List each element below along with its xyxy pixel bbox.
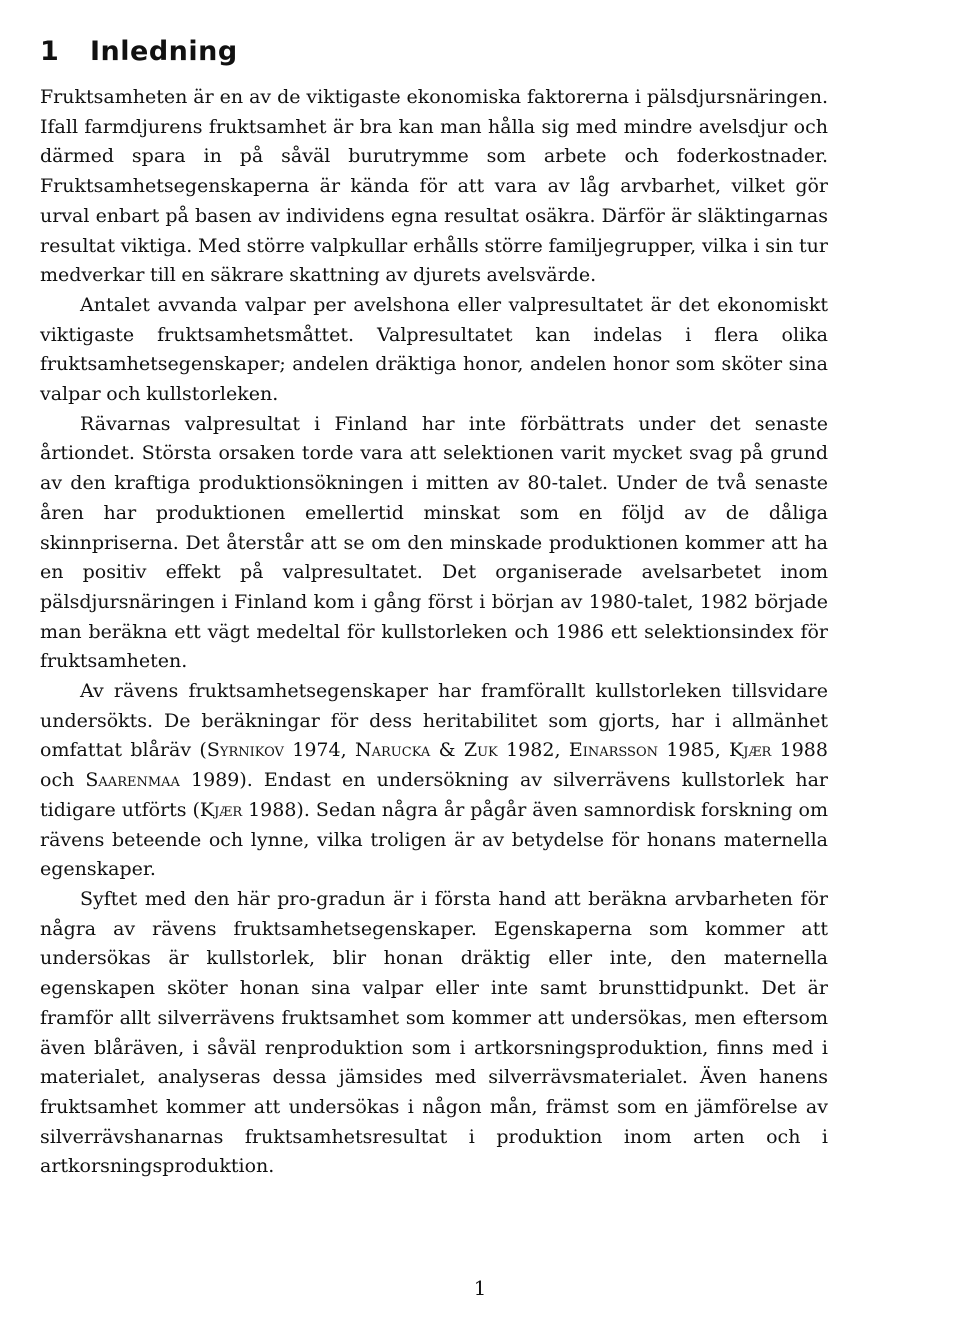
- section-title: Inledning: [90, 36, 238, 67]
- author-name: Saarenmaa: [85, 769, 180, 792]
- section-number: 1: [40, 36, 60, 67]
- paragraph-text: Fruktsamheten är en av de viktigaste ekonomiska faktorerna i pälsdjursnäringen. Ifall farmdjurens fruktsamhet är bra kan man hålla sig med mindre avelsdjur och därmed spara in på såväl burutrymme som arbete och foderkostnader. Fruktsamhetsegenskaperna är kända för att vara av låg arvbarhet, vilket gör urval enbart på basen av individens egna resultat osäkra. Därför är släktingarnas resultat viktiga. Med större valpkullar erhålls större familjegrupper, vilka i sin tur medverkar till en säkrare skattning av djurets avelsvärde.: [40, 86, 828, 287]
- paragraph-text: Rävarnas valpresultat i Finland har inte förbättrats under det senaste årtiondet. Största orsaken torde vara att selektionen varit mycket svag på grund av den kraftiga produktionsökningen i mitten av 80-talet. Under de två senaste åren har produktionen emellertid minskat som en följd av de dåliga skinnpriserna. Det återstår att se om den minskade produktionen kommer att ha en positiv effekt på valpresultatet. Det organiserade avelsarbetet inom pälsdjursnäringen i Finland kom i gång först i början av 1980-talet, 1982 började man beräkna ett vägt medeltal för kullstorleken och 1986 ett selektionsindex för fruktsamheten.: [40, 412, 828, 673]
- paragraph-text: 1982,: [497, 739, 569, 762]
- author-name: Narucka: [355, 739, 431, 762]
- page-number: 1: [473, 1276, 487, 1300]
- paragraph: [40, 410, 828, 677]
- paragraph-text: 1989). Endast en undersökning av silverrävens kullstorlek har tidigare utförts (: [40, 769, 828, 821]
- author-name: Syrnikov: [206, 739, 284, 762]
- author-name: Zuk: [463, 739, 498, 762]
- paragraph-text: Syftet med den här pro-gradun är i första hand att beräkna arvbarheten för några av rävens fruktsamhetsegenskaper. Egenskaperna som kommer att undersökas är kullstorlek, blir honan dräktig eller inte, den maternella egenskapen sköter honan sina valpar eller inte samt brunsttidpunkt. Det är framför allt silverrävens fruktsamhet som kommer att undersökas, men eftersom även blåräven, i såväl renproduktion som i artkorsningsproduktion, finns med i materialet, analyseras dessa jämsides med silverrävsmaterialet. Även hanens fruktsamhet kommer att undersökas i någon mån, främst som en jämförelse av silverrävshanarnas fruktsamhetsresultat i produktion inom arten och i artkorsningsproduktion.: [40, 887, 828, 1178]
- author-name: Einarsson: [568, 739, 658, 762]
- author-name: Kjær: [729, 739, 772, 762]
- paragraph: [40, 291, 828, 410]
- section-heading: [40, 30, 238, 74]
- paragraph-text: 1988). Sedan några år pågår även samnordisk forskning om rävens beteende och lynne, vilka troligen är av betydelse för honans maternella egenskaper.: [40, 798, 828, 881]
- author-name: Kjær: [199, 798, 243, 821]
- paragraph: [40, 885, 828, 1182]
- paragraph: [40, 83, 828, 291]
- paragraph-text: &: [430, 739, 464, 762]
- paragraph-text: 1988 och: [40, 739, 828, 792]
- body-text: [40, 83, 828, 1182]
- paragraph: [40, 677, 828, 885]
- paragraph-text: Av rävens fruktsamhetsegenskaper har framförallt kullstorleken tillsvidare undersökts. De beräkningar för dess heritabilitet som gjorts, har i allmänhet omfattat blåräv (: [40, 680, 828, 762]
- paragraph-text: Antalet avvanda valpar per avelshona eller valpresultatet är det ekonomiskt viktigaste fruktsamhetsmåttet. Valpresultatet kan indelas i flera olika fruktsamhetsegenskaper; andelen dräktiga honor, andelen honor som sköter sina valpar och kullstorleken.: [40, 293, 828, 406]
- paragraph-text: 1974,: [283, 739, 355, 762]
- paragraph-text: 1985,: [658, 739, 730, 762]
